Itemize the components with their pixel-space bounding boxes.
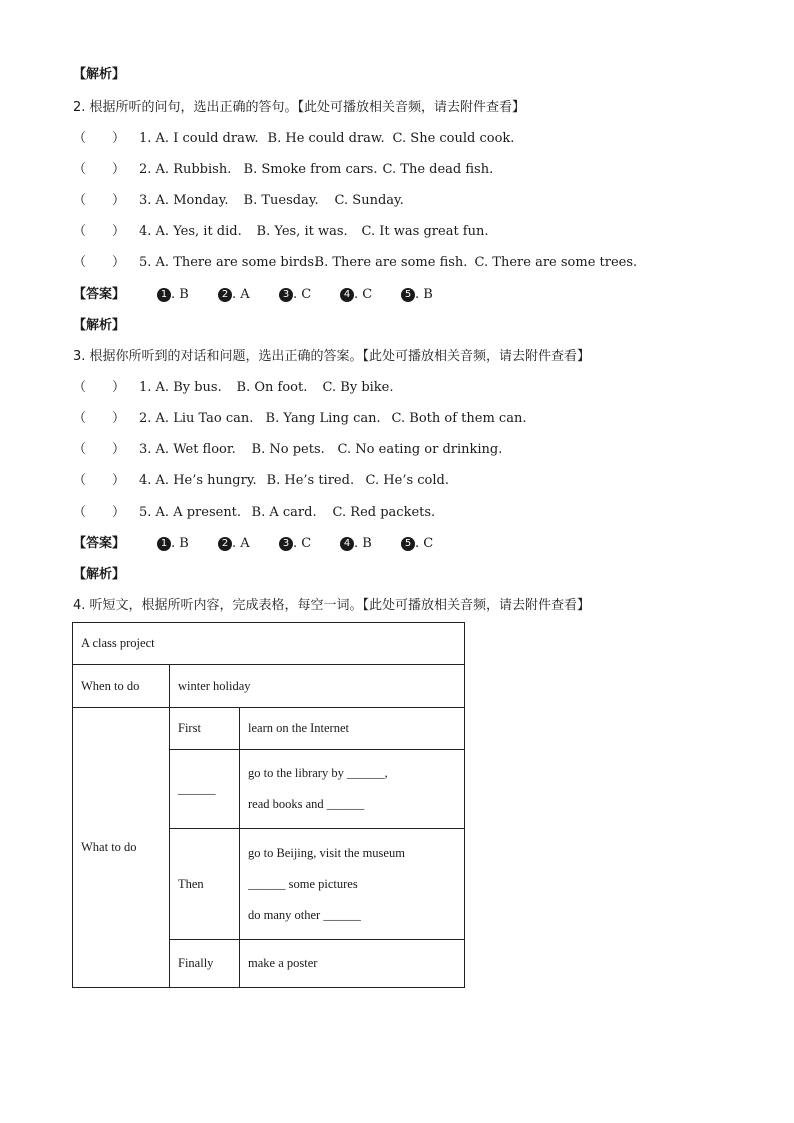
option-b: B. Yes, it was. xyxy=(256,224,348,239)
option-a: A. Monday. xyxy=(155,193,229,208)
option-b: B. No pets. xyxy=(251,442,325,457)
option-c: C. The dead fish. xyxy=(382,162,494,177)
q3-item-5 xyxy=(73,504,435,522)
answer-value: . B xyxy=(171,287,189,302)
circled-number: 2 xyxy=(218,537,232,551)
step-detail-cell xyxy=(240,708,465,750)
step-detail-cell xyxy=(240,940,465,988)
q2-item-5 xyxy=(73,254,637,272)
item-number: 3. xyxy=(139,442,152,457)
answer-value: . A xyxy=(232,536,250,551)
option-b: B. On foot. xyxy=(236,380,308,395)
item-number: 4. xyxy=(139,473,152,488)
answer-value: . C xyxy=(293,536,312,551)
answer-item xyxy=(340,286,401,304)
step-cell: First xyxy=(170,708,240,750)
detail-line[interactable]: read books and ______ xyxy=(248,797,365,811)
circled-number: 4 xyxy=(340,537,354,551)
detail-line: make a poster xyxy=(248,956,318,970)
analysis-label: 【解析】 xyxy=(73,67,126,82)
item-number: 5. xyxy=(139,505,152,520)
option-c: C. Red packets. xyxy=(332,505,436,520)
when-label-cell: When to do xyxy=(73,665,170,708)
q3-item-4 xyxy=(73,472,449,490)
answer-item xyxy=(218,286,279,304)
circled-number: 2 xyxy=(218,288,232,302)
step-detail-cell xyxy=(240,829,465,940)
option-b: B. Tuesday. xyxy=(243,193,319,208)
q2-item-2 xyxy=(73,161,493,179)
option-a: A. There are some birds. xyxy=(155,255,319,270)
question-3-title: 3. 根据你所听到的对话和问题，选出正确的答案。【此处可播放相关音频，请去附件查看】 xyxy=(73,349,591,364)
table-header-cell: A class project xyxy=(73,623,465,665)
table-row xyxy=(73,665,465,708)
answer-value: . A xyxy=(232,287,250,302)
answer-value: . B xyxy=(171,536,189,551)
table-row xyxy=(73,623,465,665)
answer-item xyxy=(157,535,218,553)
what-label-cell: What to do xyxy=(73,708,170,988)
analysis-label: 【解析】 xyxy=(73,567,126,582)
answer-value: . C xyxy=(293,287,312,302)
q2-item-4 xyxy=(73,223,489,241)
detail-line[interactable]: do many other ______ xyxy=(248,907,361,922)
answer-paren[interactable]: （ ） xyxy=(73,255,126,270)
circled-number: 1 xyxy=(157,537,171,551)
step-cell: Then xyxy=(170,829,240,940)
option-b: B. A card. xyxy=(251,505,317,520)
option-c: C. It was great fun. xyxy=(361,224,489,239)
option-a: A. A present. xyxy=(155,505,242,520)
option-a: A. Liu Tao can. xyxy=(155,411,254,426)
option-c: C. By bike. xyxy=(322,380,394,395)
question-4-title: 4. 听短文，根据所听内容，完成表格，每空一词。【此处可播放相关音频，请去附件查看】 xyxy=(73,598,591,613)
item-number: 4. xyxy=(139,224,152,239)
option-c: C. Both of them can. xyxy=(391,411,527,426)
q3-answer-row xyxy=(73,535,462,553)
detail-line: go to Beijing, visit the museum xyxy=(248,845,405,860)
option-b: B. There are some fish. xyxy=(314,255,468,270)
circled-number: 3 xyxy=(279,537,293,551)
option-c: C. She could cook. xyxy=(392,131,515,146)
q3-item-1 xyxy=(73,379,394,397)
answer-paren[interactable]: （ ） xyxy=(73,442,126,457)
answer-item xyxy=(279,535,340,553)
answer-paren[interactable]: （ ） xyxy=(73,193,126,208)
option-c: C. There are some trees. xyxy=(474,255,638,270)
q2-item-1 xyxy=(73,130,514,148)
option-b: B. Smoke from cars. xyxy=(243,162,378,177)
class-project-table xyxy=(72,622,465,988)
q2-item-3 xyxy=(73,192,404,210)
circled-number: 5 xyxy=(401,537,415,551)
item-number: 1. xyxy=(139,380,152,395)
option-c: C. Sunday. xyxy=(334,193,404,208)
circled-number: 5 xyxy=(401,288,415,302)
item-number: 1. xyxy=(139,131,152,146)
option-a: A. Rubbish. xyxy=(155,162,232,177)
option-c: C. No eating or drinking. xyxy=(337,442,503,457)
answer-paren[interactable]: （ ） xyxy=(73,380,126,395)
item-number: 5. xyxy=(139,255,152,270)
q3-item-2 xyxy=(73,410,526,428)
answer-paren[interactable]: （ ） xyxy=(73,131,126,146)
detail-line[interactable]: ______ some pictures xyxy=(248,876,358,891)
step-detail-cell xyxy=(240,750,465,829)
answer-value: . C xyxy=(354,287,373,302)
answer-paren[interactable]: （ ） xyxy=(73,224,126,239)
option-c: C. He’s cold. xyxy=(365,473,449,488)
item-number: 3. xyxy=(139,193,152,208)
answer-value: . B xyxy=(354,536,372,551)
question-2-title: 2. 根据所听的问句，选出正确的答句。【此处可播放相关音频，请去附件查看】 xyxy=(73,100,526,115)
answer-paren[interactable]: （ ） xyxy=(73,473,126,488)
option-a: A. Yes, it did. xyxy=(155,224,242,239)
circled-number: 1 xyxy=(157,288,171,302)
answer-item xyxy=(157,286,218,304)
answer-item xyxy=(218,535,279,553)
answer-value: . B xyxy=(415,287,433,302)
detail-line: learn on the Internet xyxy=(248,721,349,735)
answer-label: 【答案】 xyxy=(73,536,126,551)
answer-paren[interactable]: （ ） xyxy=(73,162,126,177)
q3-item-3 xyxy=(73,441,502,459)
analysis-label: 【解析】 xyxy=(73,318,126,333)
item-number: 2. xyxy=(139,411,152,426)
item-number: 2. xyxy=(139,162,152,177)
answer-paren[interactable]: （ ） xyxy=(73,505,126,520)
option-b: B. He’s tired. xyxy=(266,473,355,488)
answer-value: . C xyxy=(415,536,434,551)
answer-item xyxy=(279,286,340,304)
option-b: B. He could draw. xyxy=(267,131,385,146)
answer-item xyxy=(340,535,401,553)
detail-line[interactable]: go to the library by ______, xyxy=(248,766,388,780)
option-a: A. I could draw. xyxy=(155,131,259,146)
option-b: B. Yang Ling can. xyxy=(265,411,381,426)
answer-item xyxy=(401,286,462,304)
option-a: A. He’s hungry. xyxy=(155,473,257,488)
answer-label: 【答案】 xyxy=(73,287,126,302)
answer-paren[interactable]: （ ） xyxy=(73,411,126,426)
table-row xyxy=(73,708,465,750)
circled-number: 4 xyxy=(340,288,354,302)
option-a: A. By bus. xyxy=(155,380,222,395)
when-value-cell: winter holiday xyxy=(170,665,465,708)
circled-number: 3 xyxy=(279,288,293,302)
step-cell: Finally xyxy=(170,940,240,988)
step-blank-cell[interactable]: ______ xyxy=(170,750,240,829)
answer-item xyxy=(401,535,462,553)
option-a: A. Wet floor. xyxy=(155,442,236,457)
q2-answer-row xyxy=(73,286,462,304)
